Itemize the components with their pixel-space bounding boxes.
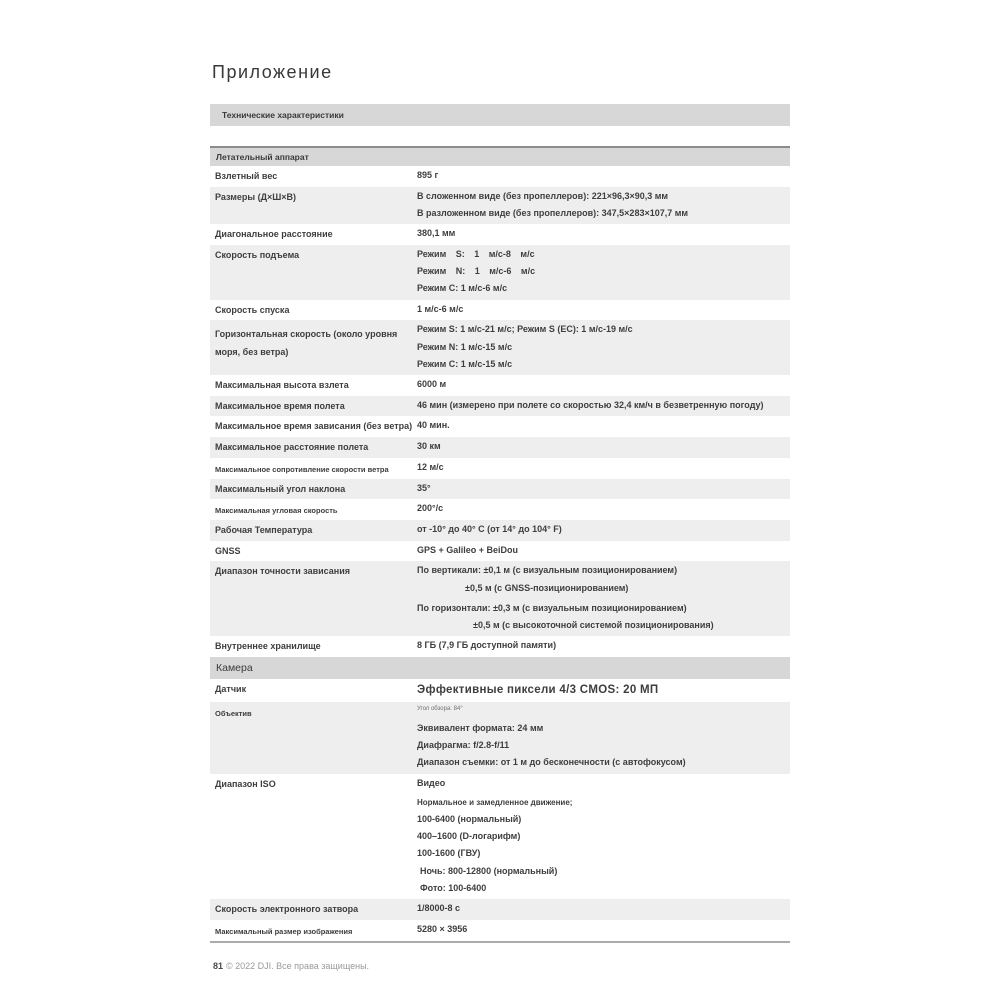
spec-row: [210, 458, 790, 479]
spec-label: Диапазон точности зависания: [215, 566, 350, 577]
spec-label: Максимальная высота взлета: [215, 380, 349, 391]
copyright-text: © 2022 DJI. Все права защищены.: [226, 961, 370, 971]
spec-label: Диапазон ISO: [215, 778, 276, 789]
spec-value-line: Режим C: 1 м/с-15 м/с: [417, 358, 513, 369]
spec-value-line: В разложенном виде (без пропеллеров): 347,5×283×107,7 мм: [417, 207, 689, 218]
spec-label: Максимальный размер изображения: [215, 926, 353, 936]
spec-values: [417, 462, 790, 474]
spec-label: Размеры (Д×Ш×В): [215, 191, 297, 202]
spec-label: Объектив: [215, 709, 252, 719]
spec-value-line: 40 мин.: [417, 420, 450, 431]
spec-values: [417, 191, 790, 221]
spec-value-line: 200°/с: [417, 503, 444, 514]
spec-label: Горизонтальная скорость (около уровня моря, без ветра): [215, 329, 398, 358]
spec-value-line: ±0,5 м (с GNSS-позиционированием): [465, 582, 629, 593]
spec-values: [417, 304, 790, 316]
spec-value-line: Диафрагма: f/2.8-f/11: [417, 740, 510, 751]
spec-row: [210, 561, 790, 636]
spec-values: [417, 778, 790, 896]
spec-row: [210, 702, 790, 773]
spec-label: Диагональное расстояние: [215, 229, 333, 240]
spec-row: [210, 187, 790, 225]
spec-values: [417, 483, 790, 495]
spec-value-line: По горизонтали: ±0,3 м (с визуальным позиционированием): [417, 602, 687, 613]
spec-values: [417, 379, 790, 391]
spec-row: [210, 636, 790, 657]
spec-label: Скорость спуска: [215, 304, 290, 315]
spec-value-line: Нормальное и замедленное движение;: [417, 797, 573, 807]
spec-values: [417, 503, 790, 515]
spec-value-line: Видео: [417, 777, 446, 788]
spec-value-line: 8 ГБ (7,9 ГБ доступной памяти): [417, 640, 557, 651]
spec-row: [210, 375, 790, 396]
page-number: 81: [213, 961, 224, 971]
spec-values: [417, 565, 790, 632]
spec-label: Скорость электронного затвора: [215, 904, 359, 915]
spec-values: [417, 706, 790, 769]
spec-row: [210, 899, 790, 920]
spec-label: Внутреннее хранилище: [215, 641, 321, 652]
spec-value-line: 1 м/с-6 м/с: [417, 303, 464, 314]
spec-row: [210, 541, 790, 562]
spec-value-line: 5280 × 3956: [417, 923, 468, 934]
spec-values: [417, 683, 790, 698]
spec-row: [210, 437, 790, 458]
spec-label: Взлетный вес: [215, 171, 278, 181]
spec-values: [417, 441, 790, 453]
spec-label: Максимальное время полета: [215, 400, 345, 411]
spec-value-line: Диапазон съемки: от 1 м до бесконечности (с автофокусом): [417, 757, 686, 768]
spec-value-line: 35°: [417, 482, 431, 493]
spec-row: [210, 499, 790, 520]
spec-label: Датчик: [215, 684, 247, 695]
spec-row: [210, 679, 790, 702]
spec-label: Максимальное сопротивление скорости ветра: [215, 464, 389, 474]
page-footer: [213, 961, 369, 971]
spec-row: [210, 224, 790, 245]
spec-row: [210, 416, 790, 437]
spec-value-line: 46 мин (измерено при полете со скоростью 32,4 км/ч в безветренную погоду): [417, 399, 764, 410]
spec-row: [210, 396, 790, 417]
spec-value-line: Фото: 100-6400: [420, 882, 487, 893]
spec-table: [210, 146, 790, 943]
spec-values: [417, 524, 790, 536]
spec-value-line: Режим C: 1 м/с-6 м/с: [417, 283, 508, 294]
spec-values: [417, 324, 790, 371]
spec-value-line: 380,1 мм: [417, 228, 456, 239]
spec-label: Максимальное расстояние полета: [215, 442, 369, 453]
spec-values: [417, 420, 790, 432]
spec-value-line: 100-6400 (нормальный): [417, 813, 522, 824]
spec-row: [210, 166, 790, 187]
spec-row: [210, 520, 790, 541]
spec-value-line: 6000 м: [417, 379, 447, 390]
spec-label: Максимальный угол наклона: [215, 483, 346, 494]
spec-value-line: Угол обзора: 84°: [417, 706, 463, 713]
spec-values: [417, 924, 790, 936]
spec-row: [210, 320, 790, 375]
spec-value-line: Режим N: 1 м/с-15 м/с: [417, 341, 513, 352]
spec-value-line: 1/8000-8 с: [417, 903, 461, 914]
spec-value-line: Режим S: 1 м/с-21 м/с; Режим S (EC): 1 м/с-19 м/с: [417, 324, 633, 335]
spec-values: [417, 640, 790, 652]
spec-values: [417, 228, 790, 240]
spec-values: [417, 400, 790, 412]
spec-value-line: Эффективные пиксели 4/3 CMOS: 20 МП: [417, 684, 659, 697]
spec-label: GNSS: [215, 545, 241, 556]
spec-label: Скорость подъема: [215, 249, 300, 260]
spec-row: [210, 920, 790, 941]
spec-value-line: от -10° до 40° C (от 14° до 104° F): [417, 524, 562, 534]
spec-row: [210, 245, 790, 300]
spec-value-line: 100-1600 (ГВУ): [417, 848, 481, 859]
spec-row: [210, 774, 790, 900]
spec-value-line: 400–1600 (D-логарифм): [417, 831, 521, 842]
page-content: [210, 0, 790, 943]
section-header: Камера: [210, 657, 790, 679]
spec-value-line: 895 г: [417, 170, 439, 180]
spec-value-line: 30 км: [417, 441, 441, 452]
spec-label: Рабочая Температура: [215, 525, 313, 535]
spec-value-line: ±0,5 м (с высокоточной системой позиционирования): [473, 620, 714, 631]
spec-row: [210, 479, 790, 500]
spec-values: [417, 170, 790, 182]
spec-value-line: 12 м/с: [417, 461, 444, 472]
spec-value-line: Эквивалент формата: 24 мм: [417, 722, 544, 733]
spec-label: Максимальное время зависания (без ветра): [215, 421, 413, 432]
spec-table-header: Технические характеристики: [210, 104, 790, 126]
spec-values: [417, 545, 790, 557]
spec-values: [417, 903, 790, 915]
spec-value-line: Режим S: 1 м/с-8 м/с: [417, 248, 535, 259]
spec-value-line: По вертикали: ±0,1 м (с визуальным позиционированием): [417, 565, 678, 576]
spec-value-line: GPS + Galileo + BeiDou: [417, 544, 519, 555]
spec-value-line: В сложенном виде (без пропеллеров): 221×96,3×90,3 мм: [417, 190, 669, 201]
spec-row: [210, 300, 790, 321]
spec-values: [417, 249, 790, 296]
section-header: Летательный аппарат: [210, 148, 790, 166]
spec-value-line: Ночь: 800-12800 (нормальный): [420, 865, 558, 876]
spec-label: Максимальная угловая скорость: [215, 506, 338, 516]
page-title: Приложение: [212, 62, 333, 82]
spec-value-line: Режим N: 1 м/с-6 м/с: [417, 266, 536, 277]
